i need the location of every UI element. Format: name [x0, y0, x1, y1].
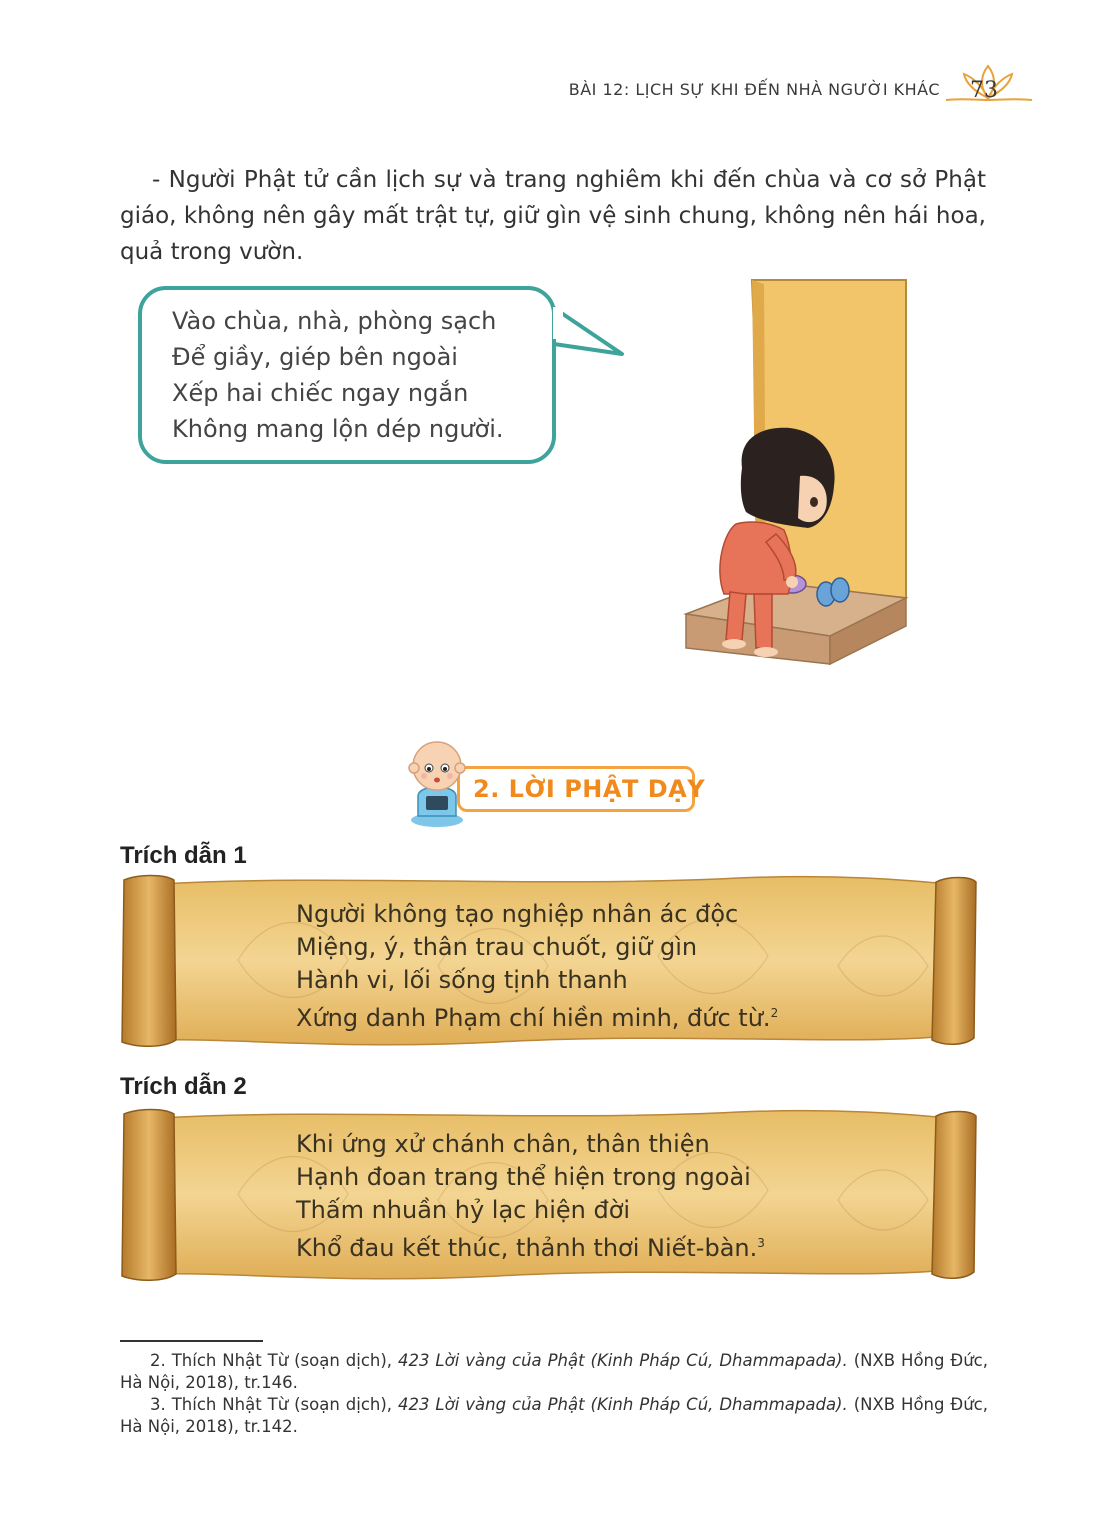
- quote-line: Hành vi, lối sống tịnh thanh: [296, 966, 628, 994]
- page-number: 73: [970, 78, 998, 103]
- footnote-book-title: 423 Lời vàng của Phật (Kinh Pháp Cú, Dhammapada).: [397, 1395, 848, 1414]
- intro-text: - Người Phật tử cần lịch sự và trang nghiêm khi đến chùa và cơ sở Phật giáo, không nên gây mất trật tự, giữ gìn vệ sinh chung, không nên hái hoa, quả trong vườn.: [120, 167, 986, 265]
- footnote-marker: 2: [770, 1006, 779, 1020]
- quote-1-text: [296, 898, 778, 1035]
- bubble-line: Xếp hai chiếc ngay ngắn: [172, 379, 469, 407]
- quote-2-text: [296, 1128, 765, 1265]
- footnote-text: (NXB Hồng Đức, Hà Nội, 2018), tr.142.: [120, 1395, 988, 1436]
- bubble-line: Để giầy, giép bên ngoài: [172, 343, 458, 371]
- footnote-divider: [120, 1340, 263, 1342]
- footnote-3: [120, 1394, 988, 1438]
- quote-line-text: Xứng danh Phạm chí hiền minh, đức từ.: [296, 1004, 771, 1032]
- footnote-text: 2. Thích Nhật Từ (soạn dịch),: [150, 1351, 398, 1370]
- footnotes: [120, 1350, 988, 1438]
- section-title: 2. LỜI PHẬT DẠY: [473, 775, 706, 803]
- footnote-2: [120, 1350, 988, 1394]
- quote-label: Trích dẫn 1: [120, 842, 247, 869]
- quote-line: [296, 997, 778, 1035]
- speech-bubble-text: [172, 303, 504, 447]
- quote-line: Người không tạo nghiệp nhân ác độc: [296, 900, 739, 928]
- lesson-title: BÀI 12: LỊCH SỰ KHI ĐẾN NHÀ NGƯỜI KHÁC: [568, 80, 940, 99]
- footnote-book-title: 423 Lời vàng của Phật (Kinh Pháp Cú, Dhammapada).: [397, 1351, 848, 1370]
- quote-line: [296, 1227, 765, 1265]
- footnote-text: (NXB Hồng Đức, Hà Nội, 2018), tr.146.: [120, 1351, 988, 1392]
- speech-bubble-tail-join: [553, 303, 563, 343]
- quote-line-text: Khổ đau kết thúc, thảnh thơi Niết-bàn.: [296, 1234, 758, 1262]
- quote-label: Trích dẫn 2: [120, 1073, 247, 1100]
- quote-line: Miệng, ý, thân trau chuốt, giữ gìn: [296, 933, 698, 961]
- footnote-text: 3. Thích Nhật Từ (soạn dịch),: [150, 1395, 398, 1414]
- bubble-line: Vào chùa, nhà, phòng sạch: [172, 307, 497, 335]
- quote-line: Hạnh đoan trang thể hiện trong ngoài: [296, 1163, 751, 1191]
- little-monk-icon: [404, 736, 470, 828]
- intro-paragraph: [120, 162, 986, 270]
- girl-placing-shoes-illustration: [680, 276, 920, 666]
- footnote-marker: 3: [757, 1236, 765, 1250]
- bubble-line: Không mang lộn dép người.: [172, 415, 504, 443]
- quote-line: Thấm nhuần hỷ lạc hiện đời: [296, 1196, 631, 1224]
- quote-line: Khi ứng xử chánh chân, thân thiện: [296, 1130, 710, 1158]
